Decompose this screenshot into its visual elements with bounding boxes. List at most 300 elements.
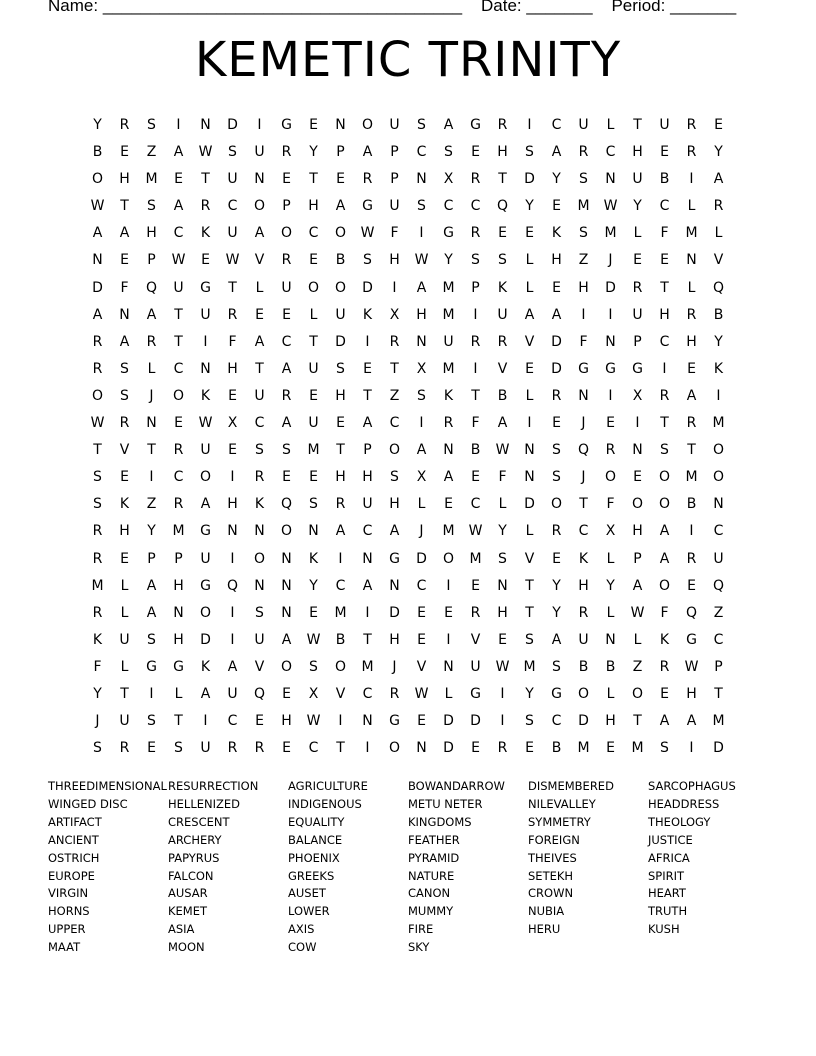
grid-cell[interactable]: N — [416, 740, 427, 757]
grid-cell[interactable]: I — [176, 117, 181, 133]
grid-cell[interactable]: K — [254, 496, 265, 513]
grid-cell[interactable]: B — [605, 658, 616, 675]
grid-cell[interactable]: R — [92, 523, 103, 540]
grid-cell[interactable]: M — [523, 658, 536, 675]
grid-cell[interactable]: T — [309, 171, 318, 188]
grid-cell[interactable]: F — [498, 469, 507, 486]
grid-cell[interactable]: V — [470, 631, 481, 648]
grid-cell[interactable]: R — [119, 117, 130, 133]
grid-cell[interactable]: I — [581, 306, 586, 323]
grid-cell[interactable]: Q — [145, 279, 158, 296]
grid-cell[interactable]: F — [120, 279, 129, 296]
grid-cell[interactable]: S — [579, 225, 588, 242]
name-blank[interactable]: ______________________________________ — [102, 0, 463, 15]
grid-cell[interactable]: C — [470, 496, 481, 513]
grid-cell[interactable]: E — [282, 469, 291, 486]
grid-cell[interactable]: C — [578, 523, 589, 540]
grid-cell[interactable]: L — [714, 225, 723, 242]
grid-cell[interactable]: W — [603, 198, 618, 215]
grid-cell[interactable]: A — [173, 144, 184, 161]
grid-cell[interactable]: Y — [552, 577, 561, 594]
grid-cell[interactable]: R — [92, 333, 103, 350]
grid-cell[interactable]: C — [173, 469, 184, 486]
grid-cell[interactable]: T — [363, 631, 372, 648]
grid-cell[interactable]: M — [577, 198, 590, 215]
grid-cell[interactable]: G — [578, 360, 589, 377]
grid-cell[interactable]: N — [497, 577, 508, 594]
grid-cell[interactable]: M — [685, 225, 698, 242]
grid-cell[interactable]: E — [471, 740, 480, 757]
grid-cell[interactable]: T — [660, 415, 669, 432]
grid-cell[interactable]: D — [551, 360, 562, 377]
grid-cell[interactable]: I — [446, 631, 451, 648]
grid-cell[interactable]: S — [309, 496, 318, 513]
grid-cell[interactable]: M — [442, 523, 455, 540]
grid-cell[interactable]: A — [362, 144, 373, 161]
grid-cell[interactable]: Z — [146, 496, 157, 513]
grid-cell[interactable]: T — [174, 306, 183, 323]
grid-cell[interactable]: E — [471, 577, 480, 594]
grid-cell[interactable]: C — [389, 415, 400, 432]
grid-cell[interactable]: E — [525, 740, 534, 757]
grid-cell[interactable]: E — [174, 415, 183, 432]
grid-cell[interactable]: E — [255, 306, 264, 323]
grid-cell[interactable]: E — [633, 252, 642, 269]
grid-cell[interactable]: D — [92, 279, 103, 296]
grid-cell[interactable]: R — [389, 333, 400, 350]
grid-cell[interactable]: O — [361, 117, 374, 133]
grid-cell[interactable]: S — [282, 442, 291, 459]
grid-cell[interactable]: X — [416, 360, 427, 377]
grid-cell[interactable]: A — [389, 523, 400, 540]
grid-cell[interactable]: E — [552, 279, 561, 296]
grid-cell[interactable]: A — [200, 685, 211, 702]
grid-cell[interactable]: A — [173, 198, 184, 215]
grid-cell[interactable]: N — [254, 523, 265, 540]
grid-cell[interactable]: V — [713, 252, 724, 269]
grid-cell[interactable]: M — [442, 360, 455, 377]
grid-cell[interactable]: K — [308, 550, 319, 567]
grid-cell[interactable]: U — [227, 225, 238, 242]
grid-cell[interactable]: C — [173, 360, 184, 377]
grid-cell[interactable]: A — [92, 225, 103, 242]
grid-cell[interactable]: O — [253, 198, 266, 215]
grid-cell[interactable]: T — [147, 442, 156, 459]
grid-cell[interactable]: R — [119, 415, 130, 432]
grid-cell[interactable]: V — [254, 658, 265, 675]
grid-cell[interactable]: I — [689, 171, 694, 188]
grid-cell[interactable]: A — [443, 117, 454, 133]
grid-cell[interactable]: P — [363, 442, 372, 459]
grid-cell[interactable]: L — [120, 604, 129, 621]
grid-cell[interactable]: H — [551, 252, 562, 269]
grid-cell[interactable]: J — [149, 387, 154, 404]
grid-cell[interactable]: C — [335, 577, 346, 594]
grid-cell[interactable]: S — [363, 252, 372, 269]
grid-cell[interactable]: I — [392, 279, 397, 296]
grid-cell[interactable]: I — [527, 117, 532, 133]
grid-cell[interactable]: S — [444, 144, 453, 161]
grid-cell[interactable]: G — [362, 198, 373, 215]
grid-cell[interactable]: T — [687, 442, 696, 459]
grid-cell[interactable]: X — [605, 523, 616, 540]
grid-cell[interactable]: Q — [226, 577, 239, 594]
grid-cell[interactable]: R — [632, 279, 643, 296]
grid-cell[interactable]: U — [443, 333, 454, 350]
grid-cell[interactable]: P — [714, 658, 723, 675]
grid-cell[interactable]: T — [471, 387, 480, 404]
grid-cell[interactable]: L — [606, 550, 615, 567]
period-blank[interactable]: _______ — [670, 0, 737, 15]
grid-cell[interactable]: A — [119, 225, 130, 242]
grid-cell[interactable]: U — [119, 631, 130, 648]
grid-cell[interactable]: E — [633, 469, 642, 486]
grid-cell[interactable]: J — [392, 658, 397, 675]
grid-cell[interactable]: M — [604, 225, 617, 242]
grid-cell[interactable]: Z — [632, 658, 643, 675]
grid-cell[interactable]: E — [309, 387, 318, 404]
grid-cell[interactable]: R — [443, 415, 454, 432]
grid-cell[interactable]: E — [417, 713, 426, 730]
grid-cell[interactable]: E — [471, 144, 480, 161]
grid-cell[interactable]: C — [254, 415, 265, 432]
grid-cell[interactable]: N — [335, 117, 346, 133]
grid-cell[interactable]: S — [525, 144, 534, 161]
grid-cell[interactable]: I — [365, 604, 370, 621]
grid-cell[interactable]: S — [336, 360, 345, 377]
grid-cell[interactable]: A — [92, 306, 103, 323]
grid-cell[interactable]: O — [199, 604, 212, 621]
grid-cell[interactable]: R — [686, 550, 697, 567]
grid-cell[interactable]: N — [281, 577, 292, 594]
grid-cell[interactable]: R — [470, 225, 481, 242]
grid-cell[interactable]: A — [200, 496, 211, 513]
grid-cell[interactable]: E — [282, 171, 291, 188]
grid-cell[interactable]: C — [308, 225, 319, 242]
grid-cell[interactable]: H — [362, 469, 373, 486]
grid-cell[interactable]: T — [525, 604, 534, 621]
grid-cell[interactable]: Z — [713, 604, 724, 621]
grid-cell[interactable]: F — [660, 604, 669, 621]
grid-cell[interactable]: N — [686, 252, 697, 269]
grid-cell[interactable]: W — [306, 713, 321, 730]
grid-cell[interactable]: U — [308, 415, 319, 432]
grid-cell[interactable]: T — [633, 117, 642, 133]
grid-cell[interactable]: Y — [714, 144, 723, 161]
grid-cell[interactable]: W — [225, 252, 240, 269]
grid-cell[interactable]: F — [390, 225, 399, 242]
grid-cell[interactable]: E — [417, 631, 426, 648]
grid-cell[interactable]: M — [469, 550, 482, 567]
grid-cell[interactable]: E — [336, 415, 345, 432]
grid-cell[interactable]: Y — [525, 685, 534, 702]
grid-cell[interactable]: S — [552, 658, 561, 675]
grid-cell[interactable]: E — [282, 306, 291, 323]
grid-cell[interactable]: E — [336, 171, 345, 188]
grid-cell[interactable]: A — [254, 333, 265, 350]
grid-cell[interactable]: I — [149, 685, 154, 702]
grid-cell[interactable]: I — [419, 225, 424, 242]
grid-cell[interactable]: F — [579, 333, 588, 350]
grid-cell[interactable]: R — [686, 306, 697, 323]
grid-cell[interactable]: P — [336, 144, 345, 161]
grid-cell[interactable]: I — [500, 713, 505, 730]
grid-cell[interactable]: S — [660, 740, 669, 757]
grid-cell[interactable]: R — [335, 496, 346, 513]
grid-cell[interactable]: R — [659, 387, 670, 404]
grid-cell[interactable]: L — [174, 685, 183, 702]
grid-cell[interactable]: C — [659, 198, 670, 215]
grid-cell[interactable]: N — [200, 117, 211, 133]
grid-cell[interactable]: L — [120, 577, 129, 594]
grid-cell[interactable]: S — [417, 117, 426, 133]
grid-cell[interactable]: T — [714, 685, 723, 702]
grid-cell[interactable]: C — [605, 144, 616, 161]
grid-cell[interactable]: A — [416, 279, 427, 296]
grid-cell[interactable]: N — [524, 442, 535, 459]
grid-cell[interactable]: B — [659, 171, 670, 188]
grid-cell[interactable]: S — [471, 252, 480, 269]
grid-cell[interactable]: Y — [525, 198, 534, 215]
grid-cell[interactable]: T — [120, 685, 129, 702]
grid-cell[interactable]: Y — [552, 604, 561, 621]
grid-cell[interactable]: U — [632, 306, 643, 323]
grid-cell[interactable]: W — [198, 415, 213, 432]
grid-cell[interactable]: T — [525, 577, 534, 594]
grid-cell[interactable]: K — [200, 225, 211, 242]
grid-cell[interactable]: E — [309, 469, 318, 486]
grid-cell[interactable]: P — [147, 550, 156, 567]
grid-cell[interactable]: F — [606, 496, 615, 513]
grid-cell[interactable]: I — [338, 550, 343, 567]
grid-cell[interactable]: P — [633, 550, 642, 567]
grid-cell[interactable]: Y — [309, 144, 318, 161]
grid-cell[interactable]: U — [281, 279, 292, 296]
grid-cell[interactable]: S — [417, 387, 426, 404]
grid-cell[interactable]: O — [334, 279, 347, 296]
grid-cell[interactable]: Q — [685, 604, 698, 621]
grid-cell[interactable]: X — [416, 469, 427, 486]
grid-cell[interactable]: A — [254, 225, 265, 242]
grid-cell[interactable]: R — [470, 333, 481, 350]
grid-cell[interactable]: L — [147, 360, 156, 377]
grid-cell[interactable]: O — [334, 225, 347, 242]
grid-cell[interactable]: H — [281, 713, 292, 730]
grid-cell[interactable]: N — [443, 658, 454, 675]
grid-cell[interactable]: I — [446, 577, 451, 594]
grid-cell[interactable]: K — [362, 306, 373, 323]
grid-cell[interactable]: J — [608, 252, 613, 269]
grid-cell[interactable]: R — [551, 523, 562, 540]
grid-cell[interactable]: M — [307, 442, 320, 459]
grid-cell[interactable]: T — [255, 360, 264, 377]
grid-cell[interactable]: R — [497, 117, 508, 133]
grid-cell[interactable]: X — [308, 685, 319, 702]
grid-cell[interactable]: T — [309, 333, 318, 350]
grid-cell[interactable]: I — [230, 550, 235, 567]
grid-cell[interactable]: S — [498, 252, 507, 269]
grid-cell[interactable]: H — [173, 631, 184, 648]
grid-cell[interactable]: H — [497, 144, 508, 161]
grid-cell[interactable]: O — [631, 685, 644, 702]
grid-cell[interactable]: U — [119, 713, 130, 730]
grid-cell[interactable]: P — [282, 198, 291, 215]
grid-cell[interactable]: H — [578, 577, 589, 594]
grid-cell[interactable]: D — [335, 333, 346, 350]
grid-cell[interactable]: M — [631, 740, 644, 757]
grid-cell[interactable]: R — [227, 740, 238, 757]
grid-cell[interactable]: E — [174, 171, 183, 188]
grid-cell[interactable]: R — [92, 360, 103, 377]
grid-cell[interactable]: S — [120, 387, 129, 404]
grid-cell[interactable]: K — [200, 658, 211, 675]
grid-cell[interactable]: Q — [712, 577, 725, 594]
grid-cell[interactable]: U — [227, 685, 238, 702]
grid-cell[interactable]: Y — [714, 333, 723, 350]
grid-cell[interactable]: H — [389, 496, 400, 513]
grid-cell[interactable]: N — [524, 469, 535, 486]
grid-cell[interactable]: A — [551, 144, 562, 161]
grid-cell[interactable]: E — [660, 685, 669, 702]
grid-cell[interactable]: I — [500, 685, 505, 702]
grid-cell[interactable]: O — [550, 496, 563, 513]
grid-cell[interactable]: G — [632, 360, 643, 377]
grid-cell[interactable]: H — [686, 685, 697, 702]
grid-cell[interactable]: Q — [253, 685, 266, 702]
grid-cell[interactable]: N — [308, 523, 319, 540]
grid-cell[interactable]: W — [198, 144, 213, 161]
grid-cell[interactable]: H — [389, 631, 400, 648]
grid-cell[interactable]: N — [443, 442, 454, 459]
grid-cell[interactable]: L — [525, 387, 534, 404]
grid-cell[interactable]: G — [470, 685, 481, 702]
grid-cell[interactable]: N — [605, 333, 616, 350]
grid-cell[interactable]: G — [686, 631, 697, 648]
grid-cell[interactable]: P — [390, 171, 399, 188]
grid-cell[interactable]: X — [632, 387, 643, 404]
grid-cell[interactable]: U — [659, 117, 670, 133]
grid-cell[interactable]: I — [149, 469, 154, 486]
grid-cell[interactable]: V — [335, 685, 346, 702]
grid-cell[interactable]: S — [147, 198, 156, 215]
grid-cell[interactable]: R — [470, 604, 481, 621]
grid-cell[interactable]: X — [227, 415, 238, 432]
grid-cell[interactable]: L — [120, 658, 129, 675]
grid-cell[interactable]: B — [497, 387, 508, 404]
grid-cell[interactable]: E — [444, 604, 453, 621]
grid-cell[interactable]: I — [230, 469, 235, 486]
grid-cell[interactable]: E — [714, 117, 723, 133]
grid-cell[interactable]: R — [686, 415, 697, 432]
grid-cell[interactable]: O — [307, 279, 320, 296]
grid-cell[interactable]: O — [658, 469, 671, 486]
grid-cell[interactable]: H — [578, 279, 589, 296]
grid-cell[interactable]: N — [281, 604, 292, 621]
grid-cell[interactable]: H — [389, 252, 400, 269]
grid-cell[interactable]: H — [308, 198, 319, 215]
grid-cell[interactable]: J — [95, 713, 100, 730]
grid-cell[interactable]: C — [713, 631, 724, 648]
grid-cell[interactable]: I — [230, 631, 235, 648]
grid-cell[interactable]: N — [254, 577, 265, 594]
grid-cell[interactable]: T — [174, 333, 183, 350]
grid-cell[interactable]: R — [146, 333, 157, 350]
grid-cell[interactable]: H — [632, 144, 643, 161]
grid-cell[interactable]: T — [93, 442, 102, 459]
grid-cell[interactable]: M — [685, 469, 698, 486]
grid-cell[interactable]: G — [470, 117, 481, 133]
grid-cell[interactable]: J — [581, 469, 586, 486]
grid-cell[interactable]: O — [442, 550, 455, 567]
grid-cell[interactable]: S — [147, 713, 156, 730]
grid-cell[interactable]: S — [417, 198, 426, 215]
grid-cell[interactable]: C — [281, 333, 292, 350]
grid-cell[interactable]: U — [389, 117, 400, 133]
grid-cell[interactable]: E — [147, 740, 156, 757]
grid-cell[interactable]: S — [552, 469, 561, 486]
grid-cell[interactable]: V — [497, 360, 508, 377]
grid-cell[interactable]: D — [227, 117, 238, 133]
grid-cell[interactable]: E — [498, 631, 507, 648]
grid-cell[interactable]: U — [497, 306, 508, 323]
grid-cell[interactable]: U — [200, 740, 211, 757]
grid-cell[interactable]: N — [173, 604, 184, 621]
grid-cell[interactable]: N — [416, 333, 427, 350]
date-blank[interactable]: _______ — [526, 0, 593, 15]
grid-cell[interactable]: A — [443, 469, 454, 486]
grid-cell[interactable]: K — [713, 360, 724, 377]
grid-cell[interactable]: O — [199, 469, 212, 486]
grid-cell[interactable]: S — [552, 442, 561, 459]
grid-cell[interactable]: Y — [498, 523, 507, 540]
grid-cell[interactable]: W — [90, 415, 105, 432]
grid-cell[interactable]: S — [579, 171, 588, 188]
grid-cell[interactable]: N — [713, 496, 724, 513]
grid-cell[interactable]: L — [255, 279, 264, 296]
grid-cell[interactable]: I — [608, 306, 613, 323]
grid-cell[interactable]: D — [524, 496, 535, 513]
grid-cell[interactable]: Y — [93, 117, 102, 133]
grid-cell[interactable]: I — [608, 387, 613, 404]
grid-cell[interactable]: I — [473, 360, 478, 377]
grid-cell[interactable]: E — [552, 550, 561, 567]
grid-cell[interactable]: A — [524, 306, 535, 323]
grid-cell[interactable]: U — [578, 117, 589, 133]
grid-cell[interactable]: V — [254, 252, 265, 269]
grid-cell[interactable]: W — [414, 252, 429, 269]
grid-cell[interactable]: G — [389, 713, 400, 730]
grid-cell[interactable]: N — [92, 252, 103, 269]
grid-cell[interactable]: T — [201, 171, 210, 188]
grid-cell[interactable]: O — [388, 442, 401, 459]
grid-cell[interactable]: J — [419, 523, 424, 540]
grid-cell[interactable]: S — [120, 360, 129, 377]
grid-cell[interactable]: Q — [280, 496, 293, 513]
grid-cell[interactable]: T — [120, 198, 129, 215]
grid-cell[interactable]: U — [335, 306, 346, 323]
grid-cell[interactable]: A — [497, 415, 508, 432]
grid-cell[interactable]: L — [606, 685, 615, 702]
grid-cell[interactable]: S — [255, 604, 264, 621]
grid-cell[interactable]: A — [551, 306, 562, 323]
grid-cell[interactable]: B — [335, 252, 346, 269]
grid-cell[interactable]: S — [525, 713, 534, 730]
grid-cell[interactable]: F — [228, 333, 237, 350]
grid-cell[interactable]: Y — [552, 171, 561, 188]
grid-cell[interactable]: W — [171, 252, 186, 269]
grid-cell[interactable]: U — [632, 171, 643, 188]
grid-cell[interactable]: D — [551, 333, 562, 350]
